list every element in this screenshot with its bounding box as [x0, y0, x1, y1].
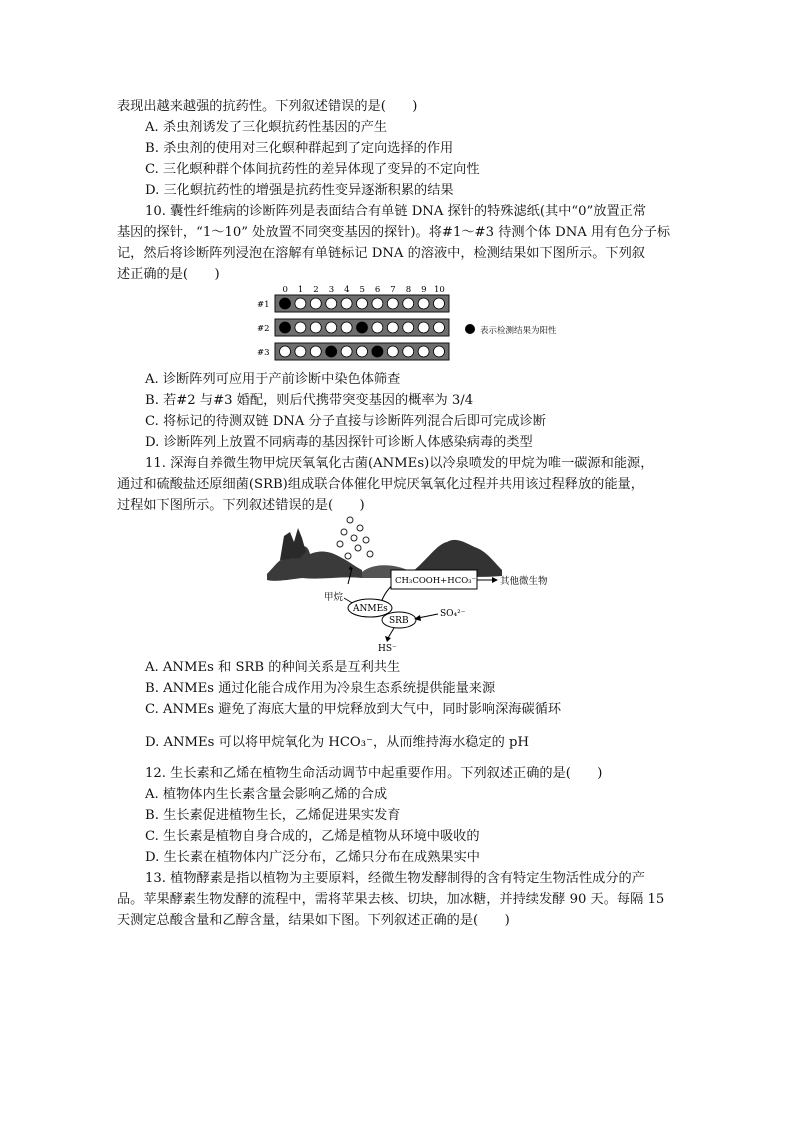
array-column-label: 9 [421, 285, 427, 295]
q13-stem-line-1: 13. 植物酵素是指以植物为主要原料，经微生物发酵制得的含有特定生物活性成分的产 [145, 871, 645, 886]
array-column-label: 6 [374, 285, 381, 295]
array-spot-negative [295, 298, 306, 309]
array-spot-negative [418, 322, 429, 333]
q12-option-d: D. 生长素在植物体内广泛分布，乙烯只分布在成熟果实中 [145, 850, 480, 865]
array-spot-negative [434, 322, 445, 333]
array-column-label: 4 [344, 285, 350, 295]
q11-option-d: D. ANMEs 可以将甲烷氧化为 HCO₃⁻，从而维持海水稳定的 pH [145, 735, 529, 750]
q11-stem-line-2: 通过和硫酸盐还原细菌(SRB)组成联合体催化甲烷厌氧氧化过程并共用该过程释放的能量， [117, 477, 644, 492]
array-spot-negative [357, 346, 368, 357]
array-spot-negative [418, 346, 429, 357]
rock-formation-left [280, 528, 306, 560]
array-spot-negative [310, 346, 321, 357]
q11-option-c: C. ANMEs 避免了海底大量的甲烷释放到大气中，同时影响深海碳循环 [145, 702, 562, 717]
q12-stem: 12. 生长素和乙烯在植物生命活动调节中起重要作用。下列叙述正确的是( ) [145, 766, 603, 781]
array-spot-negative [403, 298, 414, 309]
seafloor-terrain-left [267, 546, 362, 581]
array-spot-negative [341, 346, 352, 357]
array-row-label: #3 [257, 348, 270, 358]
array-spot-negative [372, 322, 383, 333]
methane-bubbles [337, 517, 373, 559]
array-spot-negative [341, 322, 352, 333]
q13-stem-line-3: 天测定总酸含量和乙醇含量，结果如下图。下列叙述正确的是( ) [117, 913, 510, 928]
array-column-label: 10 [434, 285, 445, 295]
legend-text: 表示检测结果为阳性 [480, 326, 557, 336]
q13-stem-line-2: 品。苹果酵素生物发酵的流程中，需将苹果去核、切块，加冰糖，并持续发酵 90 天。每隔 15 [117, 892, 665, 907]
array-spot-negative [295, 346, 306, 357]
q11-stem-line-1: 11. 深海自养微生物甲烷厌氧氧化古菌(ANMEs)以冷泉喷发的甲烷为唯一碳源和能源， [145, 456, 654, 471]
methane-oxidation-figure [262, 514, 592, 652]
q11-option-b: B. ANMEs 通过化能合成作用为冷泉生态系统提供能量来源 [145, 681, 496, 696]
array-column-label: 3 [328, 285, 335, 295]
array-row-label: #1 [257, 300, 270, 310]
array-spot-negative [434, 346, 445, 357]
legend-positive-dot [465, 324, 475, 334]
q10-stem-line-3: 记，然后将诊断阵列浸泡在溶解有单链标记 DNA 的溶液中，检测结果如下图所示。下列叙 [117, 246, 645, 261]
anmes-label: ANMEs [353, 604, 388, 614]
so4-arrow [418, 614, 438, 618]
array-spot-negative [280, 346, 291, 357]
array-column-label: 2 [313, 285, 319, 295]
q9-option-d: D. 三化螟抗药性的增强是抗药性变异逐渐积累的结果 [145, 183, 454, 198]
sulfate-label: SO₄²⁻ [440, 609, 466, 619]
array-column-label: 5 [359, 285, 365, 295]
array-spot-positive [280, 298, 291, 309]
array-column-label: 0 [282, 285, 288, 295]
array-spot-negative [403, 322, 414, 333]
q9-stem-tail: 表现出越来越强的抗药性。下列叙述错误的是( ) [117, 99, 418, 114]
array-spot-positive [280, 322, 291, 333]
array-spot-negative [403, 346, 414, 357]
q10-stem-line-4: 述正确的是( ) [117, 267, 220, 282]
array-spot-negative [326, 298, 337, 309]
methane-label: 甲烷 [324, 592, 344, 603]
q10-option-d: D. 诊断阵列上放置不同病毒的基因探针可诊断人体感染病毒的类型 [145, 435, 533, 450]
q11-stem-line-3: 过程如下图所示。下列叙述错误的是( ) [117, 498, 365, 513]
hs-arrow [388, 628, 394, 638]
array-spot-positive [326, 346, 337, 357]
q12-option-b: B. 生长素促进植物生长，乙烯促进果实发育 [145, 808, 401, 823]
array-spot-negative [434, 298, 445, 309]
other-microbes-label: 其他微生物 [500, 576, 548, 587]
array-row-label: #2 [257, 324, 270, 334]
srb-label: SRB [389, 616, 409, 626]
diagnostic-array-figure [255, 283, 575, 365]
q9-option-c: C. 三化螟种群个体间抗药性的差异体现了变异的不定向性 [145, 162, 480, 177]
array-spot-negative [310, 298, 321, 309]
q10-option-a: A. 诊断阵列可应用于产前诊断中染色体筛查 [145, 372, 401, 387]
array-spot-positive [357, 322, 368, 333]
array-spot-negative [372, 298, 383, 309]
q10-option-b: B. 若#2 与#3 婚配，则后代携带突变基因的概率为 3/4 [145, 393, 474, 408]
q11-option-a: A. ANMEs 和 SRB 的种间关系是互利共生 [145, 660, 401, 675]
q9-option-b: B. 杀虫剂的使用对三化螟种群起到了定向选择的作用 [145, 141, 454, 156]
array-spot-negative [387, 346, 398, 357]
array-column-label: 8 [405, 285, 412, 295]
q9-option-a: A. 杀虫剂诱发了三化螟抗药性基因的产生 [145, 120, 388, 135]
product-formula: CH₃COOH+HCO₃⁻ [395, 576, 477, 586]
array-column-label: 1 [297, 285, 304, 295]
q12-option-c: C. 生长素是植物自身合成的，乙烯是植物从环境中吸收的 [145, 829, 480, 844]
array-spot-negative [387, 322, 398, 333]
q10-option-c: C. 将标记的待测双链 DNA 分子直接与诊断阵列混合后即可完成诊断 [145, 414, 546, 429]
q12-option-a: A. 植物体内生长素含量会影响乙烯的合成 [145, 787, 388, 802]
array-spot-negative [310, 322, 321, 333]
array-spot-negative [357, 298, 368, 309]
q10-stem-line-1: 10. 囊性纤维病的诊断阵列是表面结合有单链 DNA 探针的特殊滤纸(其中“0”放置正常 [145, 204, 647, 219]
array-spot-negative [341, 298, 352, 309]
q10-stem-line-2: 基因的探针，“1～10” 处放置不同突变基因的探针)。将#1～#3 待测个体 DNA 用有色分子标 [117, 225, 671, 240]
array-spot-positive [372, 346, 383, 357]
array-column-label: 7 [390, 285, 396, 295]
array-spot-negative [295, 322, 306, 333]
array-spot-negative [418, 298, 429, 309]
hs-label: HS⁻ [378, 644, 397, 652]
array-spot-negative [387, 298, 398, 309]
array-spot-negative [326, 322, 337, 333]
